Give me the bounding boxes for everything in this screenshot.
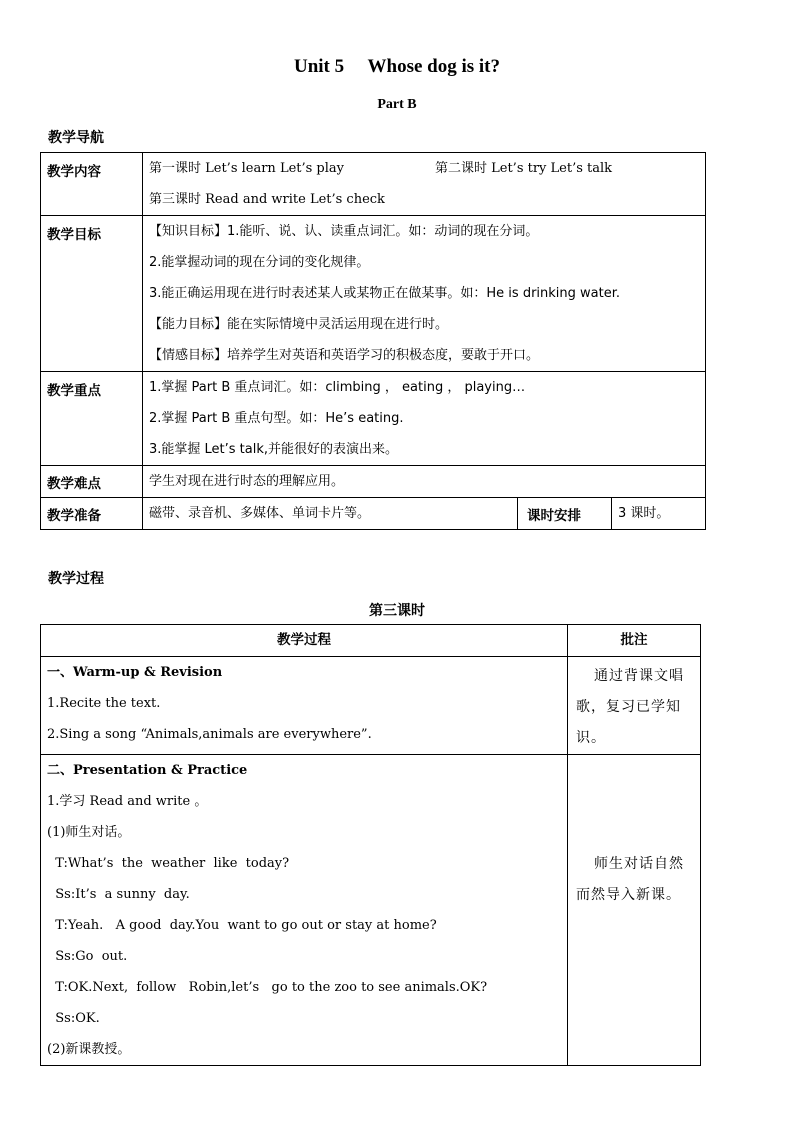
prep-text: 磁带、录音机、多媒体、单词卡片等。 <box>149 506 371 521</box>
warmup-note-cell <box>568 657 701 755</box>
goals-cell <box>143 216 706 372</box>
presentation-title: 二、Presentation & Practice <box>47 763 248 778</box>
key-point-line: 3.能掌握 Let’s talk,并能很好的表演出来。 <box>149 442 399 457</box>
goal-line: 【情感目标】培养学生对英语和英语学习的积极态度，要敢于开口。 <box>149 348 540 363</box>
content-line-1 <box>149 153 705 184</box>
prep-row <box>41 498 706 530</box>
warmup-cell <box>41 657 568 755</box>
presentation-line: (1)师生对话。 <box>47 825 131 840</box>
presentation-cell <box>41 755 568 1066</box>
schedule-label: 课时安排 <box>518 498 612 530</box>
presentation-line: T:Yeah. A good day.You want to go out or stay at home? <box>47 918 437 933</box>
process-header-row <box>41 625 701 657</box>
process-heading: 教学过程 <box>48 571 104 587</box>
presentation-line: T:OK.Next, follow Robin,let’s go to the zoo to see animals.OK? <box>47 980 488 995</box>
difficult-text: 学生对现在进行时态的理解应用。 <box>149 474 345 489</box>
nav-heading: 教学导航 <box>48 130 104 146</box>
presentation-line: T:What’s the weather like today? <box>47 856 290 871</box>
process-column-header: 教学过程 <box>41 625 568 657</box>
presentation-line: (2)新课教授。 <box>47 1042 131 1057</box>
presentation-note-cell <box>568 755 701 1066</box>
warmup-title: 一、Warm-up & Revision <box>47 665 223 680</box>
prep-cell <box>143 498 518 530</box>
difficult-label: 教学难点 <box>41 466 143 498</box>
schedule-value: 3 课时。 <box>618 506 670 521</box>
warmup-row <box>41 657 701 755</box>
notes-column-header: 批注 <box>568 625 701 657</box>
presentation-note: 师生对话自然而然导入新课。 <box>576 856 684 903</box>
difficult-cell <box>143 466 706 498</box>
goals-label: 教学目标 <box>41 216 143 372</box>
presentation-line: Ss:OK. <box>47 1011 100 1026</box>
presentation-row <box>41 755 701 1066</box>
process-table <box>40 624 701 1066</box>
goal-line: 【能力目标】能在实际情境中灵活运用现在进行时。 <box>149 317 449 332</box>
warmup-line: 1.Recite the text. <box>47 696 161 711</box>
content-lesson-1: 第一课时 Let’s learn Let’s play <box>149 161 345 176</box>
presentation-line: Ss:It’s a sunny day. <box>47 887 190 902</box>
goal-line: 3.能正确运用现在进行时表述某人或某物正在做某事。如：He is drinking water. <box>149 286 621 301</box>
presentation-line: 1.学习 Read and write 。 <box>47 794 208 809</box>
content-cell <box>143 153 706 216</box>
goal-line: 2.能掌握动词的现在分词的变化规律。 <box>149 255 370 270</box>
prep-label: 教学准备 <box>41 498 143 530</box>
content-label: 教学内容 <box>41 153 143 216</box>
content-line-2: 第三课时 Read and write Let’s check <box>149 192 385 207</box>
key-point-line: 2.掌握 Part B 重点句型。如：He’s eating. <box>149 411 404 426</box>
goal-line: 【知识目标】1.能听、说、认、读重点词汇。如：动词的现在分词。 <box>149 224 539 239</box>
warmup-note: 通过背课文唱歌，复习已学知识。 <box>576 668 684 746</box>
key-point-line: 1.掌握 Part B 重点词汇。如：climbing ， eating ， playing… <box>149 380 526 395</box>
difficult-row <box>41 466 706 498</box>
goals-row <box>41 216 706 372</box>
document-subtitle: Part B <box>377 97 417 112</box>
content-lesson-2: 第二课时 Let’s try Let’s talk <box>435 161 613 176</box>
key-points-cell <box>143 372 706 466</box>
warmup-line: 2.Sing a song “Animals,animals are everywhere”. <box>47 727 372 742</box>
lesson-heading: 第三课时 <box>369 603 425 619</box>
key-points-row <box>41 372 706 466</box>
overview-table <box>40 152 706 530</box>
content-row <box>41 153 706 216</box>
key-points-label: 教学重点 <box>41 372 143 466</box>
schedule-cell <box>612 498 706 530</box>
document-title: Unit 5 Whose dog is it? <box>293 56 501 77</box>
presentation-line: Ss:Go out. <box>47 949 128 964</box>
